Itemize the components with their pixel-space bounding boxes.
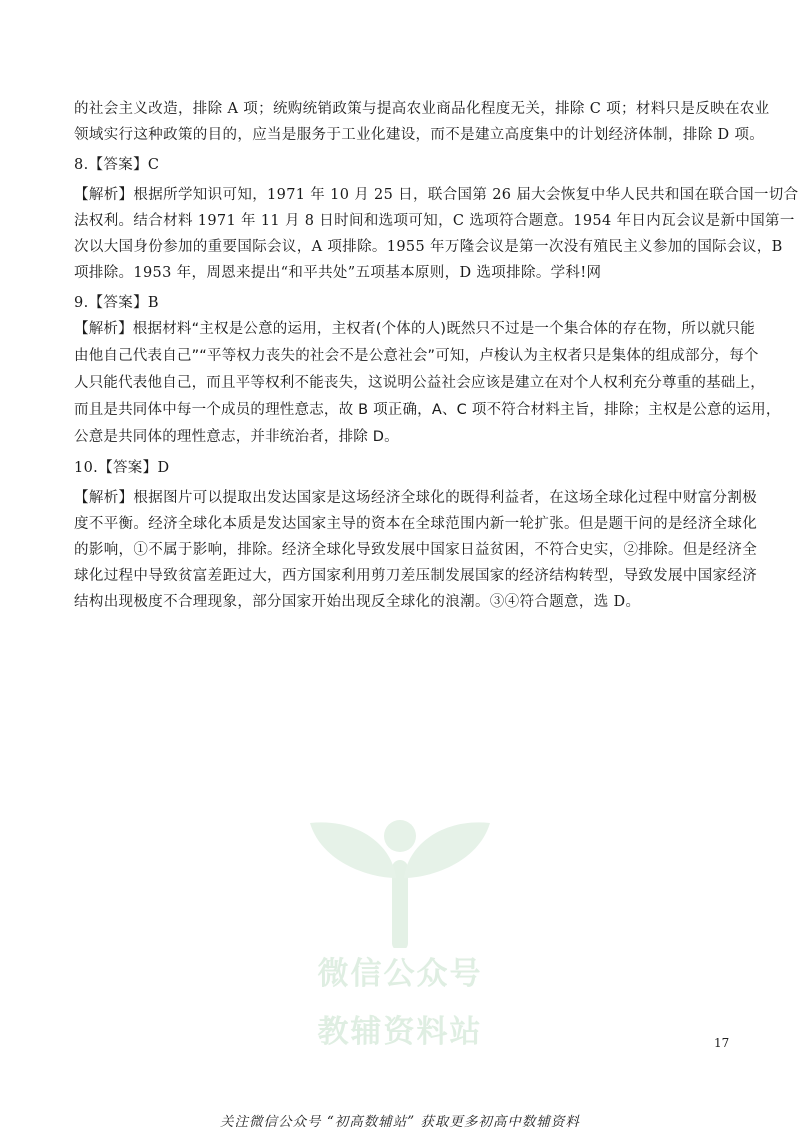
q10-line: 度不平衡。经济全球化本质是发达国家主导的资本在全球范围内新一轮扩张。但是题干问的是经济全球化 [74, 516, 758, 532]
footer-note: 关注微信公众号 “初高数辅站” 获取更多初高中数辅资料 [220, 1114, 580, 1130]
q10-line: 的影响，①不属于影响，排除。经济全球化导致发展中国家日益贫困，不符合史实，②排除。但是经济全 [74, 542, 758, 558]
sprout-logo-icon [300, 808, 500, 948]
q10-heading: 10.【答案】D [74, 460, 170, 476]
q9-line: 人只能代表他自己，而且平等权利不能丧失，这说明公益社会应该是建立在对个人权利充分尊重的基础上， [74, 375, 765, 391]
watermark [300, 808, 500, 1068]
q8-heading: 8.【答案】C [74, 157, 160, 173]
q8-line: 法权利。结合材料 1971 年 11 月 8 日时间和选项可知，C 选项符合题意。1954 年日内瓦会议是新中国第一 [74, 213, 795, 229]
q10-line: 结构出现极度不合理现象，部分国家开始出现反全球化的浪潮。③④符合题意，选 D。 [74, 594, 641, 610]
q9-heading: 9.【答案】B [74, 295, 159, 311]
q8-line: 【解析】根据所学知识可知，1971 年 10 月 25 日，联合国第 26 届大会恢复中华人民共和国在联合国一切合 [74, 187, 799, 203]
q8-line: 次以大国身份参加的重要国际会议，A 项排除。1955 年万隆会议是第一次没有殖民主义参加的国际会议，B [74, 239, 783, 255]
q10-line: 球化过程中导致贫富差距过大，西方国家利用剪刀差压制发展国家的经济结构转型，导致发展中国家经济 [74, 568, 758, 584]
q9-line: 由他自己代表自己”“平等权力丧失的社会不是公意社会”可知，卢梭认为主权者只是集体的组成部分，每个 [74, 348, 759, 364]
q7-line-2: 领域实行这种政策的目的，应当是服务于工业化建设，而不是建立高度集中的计划经济体制，排除 D 项。 [74, 127, 765, 143]
q9-line: 而且是共同体中每一个成员的理性意志，故 B 项正确，A、C 项不符合材料主旨，排除；主权是公意的运用， [74, 402, 781, 418]
q7-line-1: 的社会主义改造，排除 A 项；统购统销政策与提高农业商品化程度无关，排除 C 项；材料只是反映在农业 [74, 101, 770, 117]
page-number: 17 [714, 1036, 730, 1050]
watermark-line-1: 微信公众号 [317, 956, 483, 992]
q10-line: 【解析】根据图片可以提取出发达国家是这场经济全球化的既得利益者，在这场全球化过程中财富分割极 [74, 490, 758, 506]
watermark-line-2: 教辅资料站 [317, 1014, 483, 1050]
q9-line: 公意是共同体的理性意志，并非统治者，排除 D。 [74, 429, 399, 445]
answer-content [74, 96, 799, 615]
q9-line: 【解析】根据材料“主权是公意的运用，主权者(个体的人)既然只不过是一个集合体的存在物，所以就只能 [74, 321, 755, 337]
q8-line: 项排除。1953 年，周恩来提出“和平共处”五项基本原则，D 选项排除。学科!网 [74, 265, 602, 281]
